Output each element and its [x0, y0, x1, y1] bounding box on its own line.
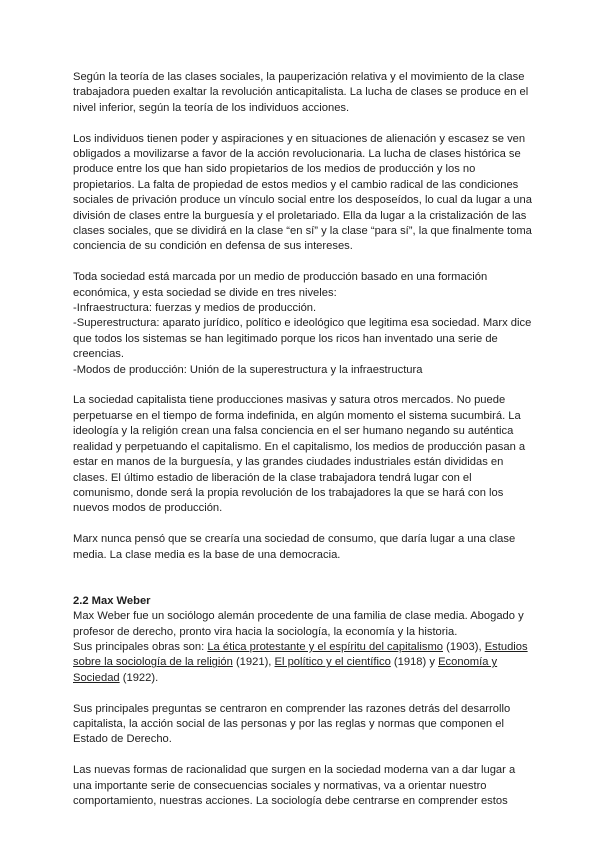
paragraph-weber-questions	[73, 702, 529, 748]
work-title-economia-sociedad: Sociedad	[73, 671, 120, 684]
text-line: Sus principales preguntas se centraron en comprender las razones detrás del desarrollo	[73, 702, 511, 715]
text-line: capitalista, la acción social de las personas y por las reglas y normas que componen el	[73, 717, 504, 730]
list-item-infrastructure: -Infraestructura: fuerzas y medios de producción.	[73, 302, 317, 315]
text-line: comportamiento, nuestras acciones. La sociología debe centrarse en comprender estos	[73, 794, 508, 807]
work-year: (1922).	[119, 671, 159, 684]
text-line: creencias.	[73, 348, 124, 361]
text-line: una importante serie de consecuencias sociales y normativas, va a orientar nuestro	[73, 779, 487, 792]
work-year: (1903),	[443, 640, 485, 653]
text-line: clases. El último estadio de liberación de la clase trabajadora tendrá lugar con el	[73, 471, 472, 484]
work-title-politico-cientifico: El político y el científico	[274, 656, 391, 669]
text-line: nivel inferior, según la teoría de los individuos acciones.	[73, 101, 350, 114]
text-line: ideología y la religión crean una falsa conciencia en el ser humano negando su auténtica	[73, 425, 514, 438]
text-line: produce entre los que han sido propietarios de los medios de producción y los no	[73, 163, 476, 176]
section-max-weber	[73, 594, 529, 686]
works-prefix: Sus principales obras son:	[73, 640, 208, 653]
text-line: nuevos modos de producción.	[73, 502, 223, 515]
text-line: Marx nunca pensó que se crearía una sociedad de consumo, que daría lugar a una clase	[73, 533, 516, 546]
work-title-estudios-sociologia: sobre la sociología de la religión	[73, 656, 233, 669]
paragraph-capitalist-society	[73, 393, 529, 516]
section-heading: 2.2 Max Weber	[73, 594, 151, 607]
list-item-superstructure: -Superestructura: aparato jurídico, político e ideológico que legitima esa sociedad. Marx dice	[73, 317, 532, 330]
paragraph-middle-class	[73, 532, 529, 563]
text-line: clases sociales, que se dividirá en la clase “en sí” y la clase “para sí”, la que finalmente toma	[73, 225, 532, 238]
text-line: económica, y esta sociedad se divide en tres niveles:	[73, 286, 337, 299]
text-line: que todos los sistemas se han legitimado porque los ricos han inventado una serie de	[73, 332, 498, 345]
text-line: Estado de Derecho.	[73, 733, 172, 746]
paragraph-individuals	[73, 132, 532, 255]
text-line: media. La clase media es la base de una democracia.	[73, 548, 341, 561]
text-line: Según la teoría de las clases sociales, la pauperización relativa y el movimiento de la clase	[73, 71, 525, 83]
works-line	[73, 640, 529, 655]
spacer	[73, 578, 529, 593]
text-line: Las nuevas formas de racionalidad que surgen en la sociedad moderna van a dar lugar a	[73, 764, 516, 777]
list-item-modes-of-production: -Modos de producción: Unión de la superestructura y la infraestructura	[73, 363, 423, 376]
document-page	[73, 70, 532, 825]
paragraph-rationality	[73, 763, 529, 809]
work-year: (1921),	[232, 656, 275, 669]
text-line: propietarios. La falta de propiedad de estos medios y el cambio radical de las condiciones	[73, 178, 519, 191]
paragraph-society-levels	[73, 270, 532, 378]
text-line: realidad y perpetuando el capitalismo. En el capitalismo, los medios de producción pasan a	[73, 440, 526, 453]
text-line: sociales de privación produce un vínculo social entre los desposeídos, lo cual da lugar a una	[73, 194, 532, 207]
text-line: estar en manos de la burguesía, y las grandes ciudades industriales están divididas en	[73, 456, 504, 469]
work-title-economia-sociedad: Economía y	[438, 656, 498, 669]
text-line: división de clases entre la burguesía y el proletariado. Ella da lugar a la cristalización de las	[73, 209, 527, 222]
text-line: Max Weber fue un sociólogo alemán procedente de una familia de clase media. Abogado y	[73, 610, 524, 623]
work-title-etica-protestante: La ética protestante y el espíritu del capitalismo	[207, 640, 444, 653]
text-line: perpetuarse en el tiempo de forma indefinida, en algún momento el sistema sucumbirá. La	[73, 409, 521, 422]
text-line: comunismo, donde será la propia revolución de los trabajadores la que se hará con los	[73, 486, 504, 499]
works-line	[73, 671, 529, 686]
text-line: conciencia de su condición en defensa de sus intereses.	[73, 240, 353, 253]
text-line: obligados a movilizarse a favor de la acción revolucionaria. La lucha de clases histórica se	[73, 148, 521, 161]
text-line: Los individuos tienen poder y aspiraciones y en situaciones de alienación y escasez se ven	[73, 132, 526, 145]
work-title-estudios-sociologia: Estudios	[484, 640, 528, 653]
work-year: (1918) y	[390, 656, 439, 669]
text-line: Toda sociedad está marcada por un medio de producción basado en una formación	[73, 271, 488, 284]
text-line: trabajadora pueden exaltar la revolución anticapitalista. La lucha de clases se produce en el	[73, 86, 529, 99]
text-line: profesor de derecho, pronto vira hacia la sociología, la economía y la historia.	[73, 625, 458, 638]
text-line: La sociedad capitalista tiene producciones masivas y satura otros mercados. No puede	[73, 394, 506, 407]
works-line	[73, 655, 529, 670]
paragraph-class-theory	[73, 70, 529, 116]
